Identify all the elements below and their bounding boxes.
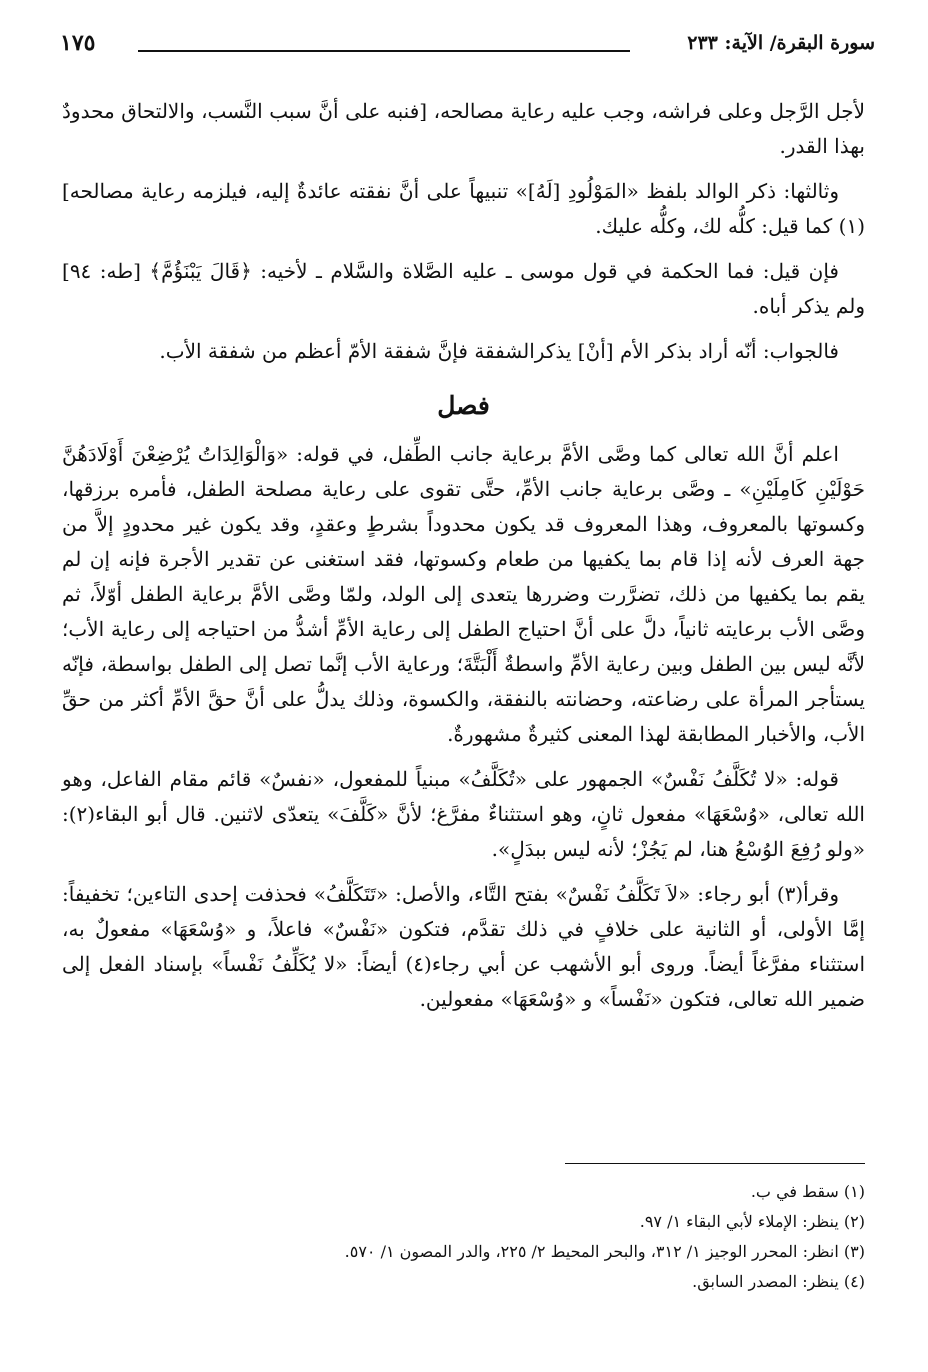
header-rule [138,50,630,52]
paragraph: اعلم أنَّ الله تعالى كما وصَّى الأمَّ برعاية جانب الطِّفل، في قوله: «وَالْوَالِدَاتُ يُرْضِعْنَ أَوْلَادَهُنَّ حَوْلَيْنِ كَامِلَيْنِ» ـ وصَّى برعاية جانب الأمِّ، حتَّى تقوى على رعاية مصلحة الطفل، فأمره برزقها، وكسوتها بالمعروف، وهذا المعروف قد يكون محدوداً بشرطٍ وعقدٍ، وقد يكون غير محدودٍ إلاَّ من جهة العرف لأنه إذا قام بما يكفيها من طعام وكسوتها، فقد استغنى عن تقدير الأجرة فإنه إن لم يقم بما يكفيها من ذلك، تضرَّرت وضررها يتعدى إلى الولد، ولمّا وصَّى الأمَّ برعاية الطفل أوّلاً، ثم وصَّى الأب برعايته ثانياً، دلَّ على أنَّ احتياج الطفل إلى رعاية الأمِّ أشدُّ من احتياجه إلى رعاية الأب؛ لأنَّه ليس بين الطفل وبين رعاية الأمِّ واسطةٌ أَلْبَتَّةَ؛ ورعاية الأب إنَّما تصل إلى الطفل بواسطة، فإنّه يستأجر المرأة على رضاعته، وحضانته بالنفقة، والكسوة، وذلك يدلُّ على أنَّ حقَّ الأمِّ أكثر من حقِّ الأب، والأخبار المطابقة لهذا المعنى كثيرةٌ مشهورةٌ. [62,442,865,746]
paragraph: وثالثها: ذكر الوالد بلفظ «المَوْلُودِ [لَهُ]» تنبيهاً على أنَّ نفقته عائدةٌ إليه، فيلزمه رعاية مصالحه](١) كما قيل: كلُّه لك، وكلُّه عليك. [62,179,865,238]
footnote: (٣) انظر: المحرر الوجيز ١/ ٣١٢، والبحر المحيط ٢/ ٢٢٥، والدر المصون ١/ ٥٧٠. [344,1242,865,1261]
paragraph: وقرأ(٣) أبو رجاء: «لاَ تَكَلَّفُ نَفْسٌ» بفتح التَّاء، والأصل: «تَتَكَلَّفُ» فحذفت إحدى التاءين؛ تخفيفاً: إمَّا الأولى، أو الثانية على خلافٍ في ذلك تقدَّم، فتكون «نَفْسٌ» فاعلاً، و «وُسْعَهَا» مفعولٌ به، استثناء مفرَّغاً أيضاً. وروى أبو الأشهب عن أبي رجاء(٤) أيضاً: «لا يُكَلِّفُ نَفْساً» بإسناد الفعل إلى ضمير الله تعالى، فتكون «نَفْساً» و «وُسْعَهَا» مفعولين. [62,882,865,1011]
footnote: (١) سقط في ب. [750,1182,865,1201]
page-number: ١٧٥ [60,30,96,56]
paragraph: فالجواب: أنّه أراد بذكر الأم [أنْ] يذكرالشفقة فإنَّ شفقة الأمّ أعظم من شفقة الأب. [159,339,839,363]
paragraph: لأجل الرَّجل وعلى فراشه، وجب عليه رعاية مصالحه، [فنبه على أنَّ سبب النَّسب، والالتحاق محدودٌ بهذا القدر. [62,99,866,158]
footnotes [200,1177,865,1297]
paragraph: قوله: «لا تُكَلَّفُ نَفْسٌ» الجمهور على «تُكَلَّفُ» مبنياً للمفعول، «نفسٌ» قائم مقام الفاعل، وهو الله تعالى، «وُسْعَهَا» مفعول ثانٍ، وهو استثناءٌ مفرَّغ؛ لأنَّ «كَلَّفَ» يتعدّى لاثنين. قال أبو البقاء(٢): «ولو رُفِعَ الوُسْعُ هنا، لم يَجُزْ؛ لأنه ليس ببدَلٍ». [62,767,865,861]
footnote: (٢) ينظر: الإملاء لأبي البقاء ١/ ٩٧. [639,1212,865,1231]
footnote: (٤) ينظر: المصدر السابق. [692,1272,865,1291]
footnote-rule [565,1163,865,1164]
running-title: سورة البقرة/ الآية: ٢٣٣ [687,32,875,54]
paragraph: فإن قيل: فما الحكمة في قول موسى ـ عليه الصَّلاة والسَّلام ـ لأخيه: ﴿قَالَ يَبْنَؤُمَّ﴾ [طه: ٩٤] ولم يذكر أباه. [62,259,865,318]
main-text [62,94,865,1027]
section-heading: فصل [437,391,490,420]
page-header [60,30,875,66]
